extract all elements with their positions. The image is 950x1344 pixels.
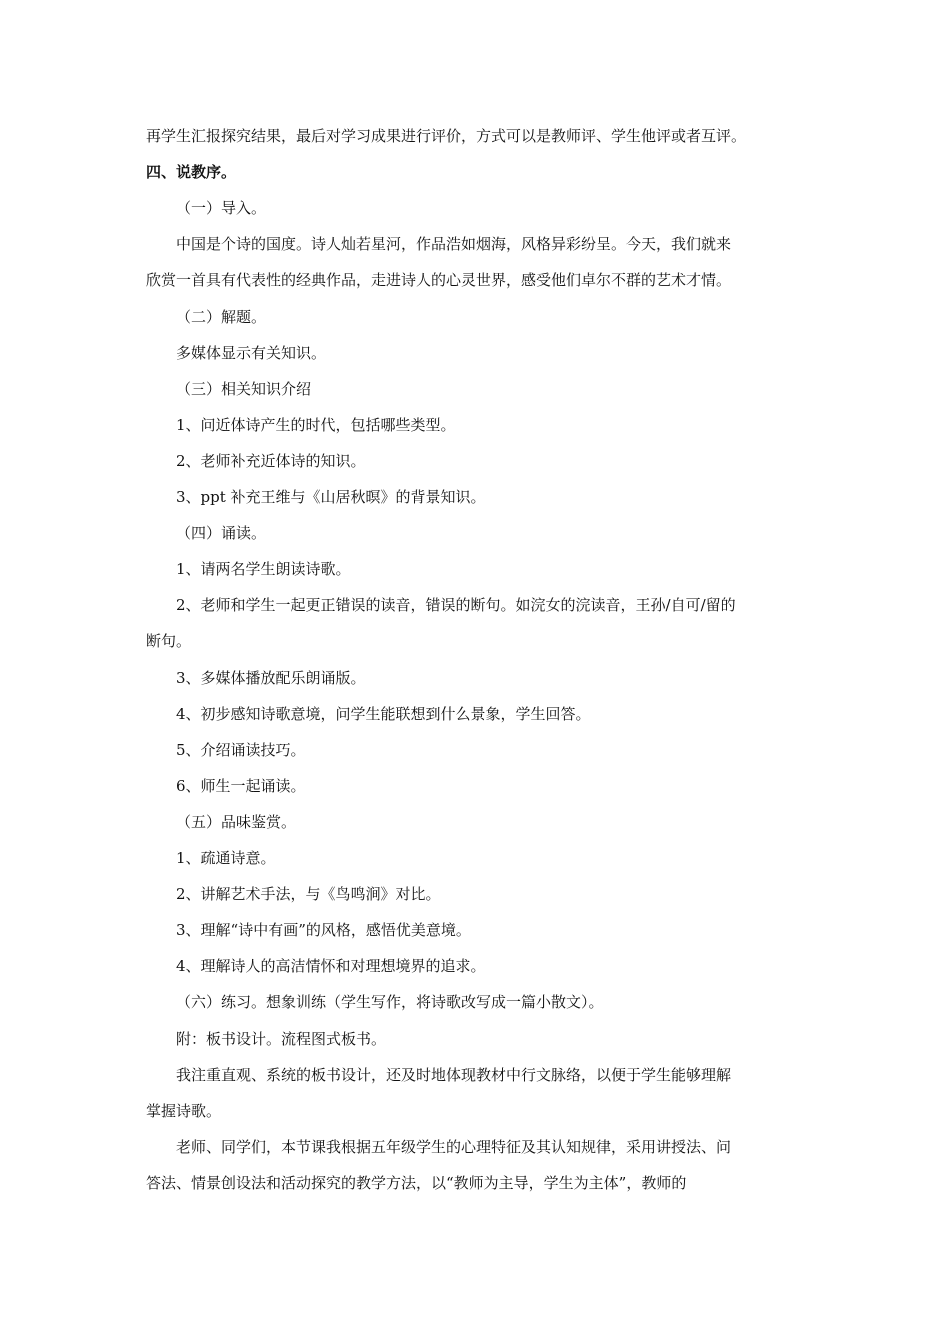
paragraph-line: 附：板书设计。流程图式板书。 bbox=[176, 1030, 387, 1048]
paragraph-line: 2、老师补充近体诗的知识。 bbox=[176, 452, 366, 470]
paragraph-line: 3、ppt 补充王维与《山居秋暝》的背景知识。 bbox=[176, 488, 486, 506]
paragraph-line: 答法、情景创设法和活动探究的教学方法，以“教师为主导，学生为主体”，教师的 bbox=[146, 1174, 687, 1192]
paragraph-line: 5、介绍诵读技巧。 bbox=[176, 741, 306, 759]
paragraph-line: 欣赏一首具有代表性的经典作品，走进诗人的心灵世界，感受他们卓尔不群的艺术才情。 bbox=[146, 271, 732, 289]
paragraph-line: 多媒体显示有关知识。 bbox=[176, 344, 327, 362]
paragraph-line: 2、老师和学生一起更正错误的读音，错误的断句。如浣女的浣读音，王孙/自可/留的 bbox=[176, 596, 736, 614]
paragraph-line: 1、疏通诗意。 bbox=[176, 849, 276, 867]
paragraph-line: 6、师生一起诵读。 bbox=[176, 777, 306, 795]
paragraph-line: （五）品味鉴赏。 bbox=[176, 813, 297, 831]
paragraph-line: （一）导入。 bbox=[176, 199, 267, 217]
paragraph-line: （四）诵读。 bbox=[176, 524, 267, 542]
paragraph-line: 断句。 bbox=[146, 632, 192, 650]
paragraph-line: （三）相关知识介绍 bbox=[176, 380, 312, 398]
paragraph-line: 再学生汇报探究结果，最后对学习成果进行评价，方式可以是教师评、学生他评或者互评。 bbox=[146, 127, 747, 145]
paragraph-line: 我注重直观、系统的板书设计，还及时地体现教材中行文脉络，以便于学生能够理解 bbox=[176, 1066, 732, 1084]
paragraph-line: 4、初步感知诗歌意境，问学生能联想到什么景象，学生回答。 bbox=[176, 705, 591, 723]
section-heading: 四、说教序。 bbox=[146, 163, 237, 181]
paragraph-line: （六）练习。想象训练（学生写作，将诗歌改写成一篇小散文）。 bbox=[176, 993, 604, 1011]
paragraph-line: 中国是个诗的国度。诗人灿若星河，作品浩如烟海，风格异彩纷呈。今天，我们就来 bbox=[176, 235, 732, 253]
paragraph-line: 老师、同学们，本节课我根据五年级学生的心理特征及其认知规律，采用讲授法、问 bbox=[176, 1138, 732, 1156]
paragraph-line: 掌握诗歌。 bbox=[146, 1102, 222, 1120]
paragraph-line: 1、问近体诗产生的时代，包括哪些类型。 bbox=[176, 416, 456, 434]
paragraph-line: 4、理解诗人的高洁情怀和对理想境界的追求。 bbox=[176, 957, 486, 975]
paragraph-line: 1、请两名学生朗读诗歌。 bbox=[176, 560, 351, 578]
paragraph-line: （二）解题。 bbox=[176, 308, 267, 326]
paragraph-line: 2、讲解艺术手法，与《鸟鸣涧》对比。 bbox=[176, 885, 441, 903]
paragraph-line: 3、多媒体播放配乐朗诵版。 bbox=[176, 669, 366, 687]
paragraph-line: 3、理解“诗中有画”的风格，感悟优美意境。 bbox=[176, 921, 471, 939]
